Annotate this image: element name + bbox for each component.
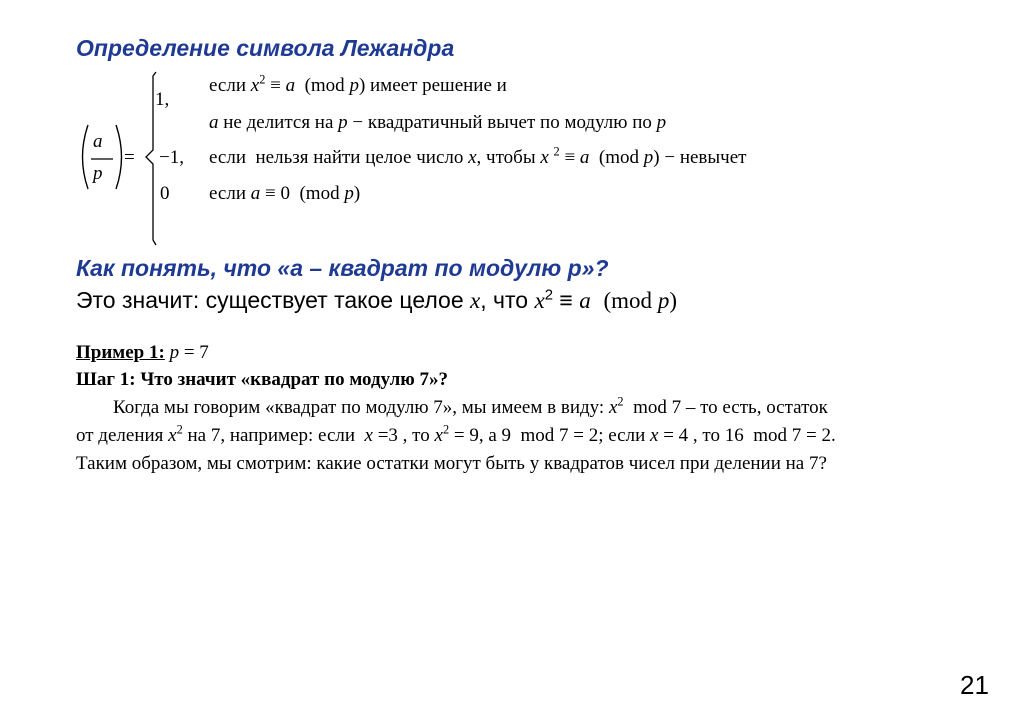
- case-line-1: если $x^2 \equiv a$ (mod p) имеет решение и: [209, 72, 507, 96]
- example-paragraph-line-3: Таким образом, мы смотрим: какие остатки могут быть у квадратов чисел при делении на 7?: [76, 453, 827, 474]
- example-label: Пример 1:: [76, 342, 165, 363]
- example-label-line: Пример 1: p = 7: [76, 342, 209, 363]
- case-value-1: 1,: [155, 89, 170, 110]
- step-heading: Шаг 1: Что значит «квадрат по модулю 7»?: [76, 369, 449, 390]
- answer-line: Это значит: существует такое целое x, что $x^2 \equiv a$ (mod p): [76, 286, 677, 313]
- example-paragraph-line-1: Когда мы говорим «квадрат по модулю 7», мы имеем в виду: $x^2$ mod 7 – то есть, остаток: [113, 394, 828, 418]
- case-value-minus1: −1,: [159, 147, 184, 168]
- case-line-4: если a ≡ 0 (mod p): [209, 183, 361, 204]
- case-value-0: 0: [160, 183, 170, 204]
- section-title: Определение символа Лежандра: [76, 35, 455, 61]
- example-paragraph-line-2: от деления $x^2$ на 7, например: если x =3 , то $x^2 = 9$, а 9 mod 7 = 2; если x = 4 , то 16 mod 7 = 2.: [76, 422, 836, 446]
- question-heading: Как понять, что «a – квадрат по модулю p»?: [76, 255, 609, 281]
- case-line-3: если нельзя найти целое число x, чтобы x $^2$ ≡ a (mod p) − невычет: [209, 144, 747, 168]
- case-line-2: a не делится на p − квадратичный вычет по модулю по p: [209, 112, 667, 133]
- equals-sign: =: [124, 147, 135, 168]
- page-number: 21: [960, 670, 989, 700]
- fraction-numerator: a: [93, 131, 103, 152]
- fraction-denominator: p: [93, 163, 103, 184]
